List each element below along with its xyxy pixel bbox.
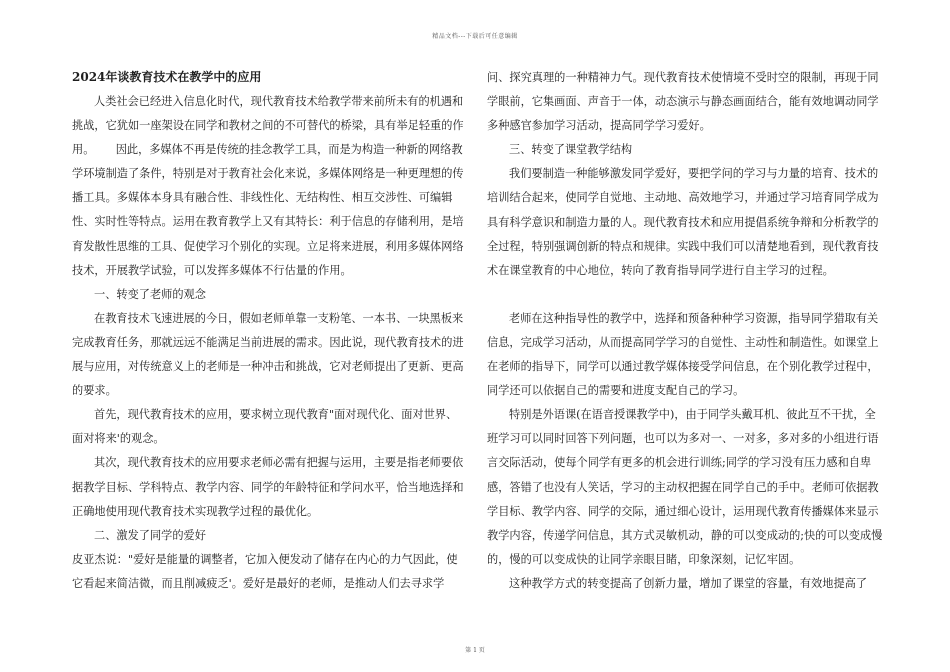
page-number: 第 1 页 bbox=[465, 647, 485, 654]
section-heading-3: 三、转变了课堂教学结构 bbox=[509, 143, 633, 157]
section-heading-1: 一、转变了老师的观念 bbox=[94, 287, 206, 301]
paragraph-gap bbox=[487, 283, 883, 307]
right-column bbox=[487, 66, 883, 596]
body-paragraph: 皮亚杰说："爱好是能量的调整者，它加入便发动了储存在内心的力气因此，使它看起来简洁微，而且削减疲乏'。爱好是最好的老师，是推动人们去寻求学 bbox=[72, 552, 458, 590]
section-heading-2: 二、激发了同学的爱好 bbox=[94, 528, 206, 542]
body-paragraph: 首先，现代教育技术的应用，要求树立现代教育"面对现代化、面对世界、面对将来'的观念。 bbox=[72, 408, 458, 446]
body-paragraph: 特别是外语课(在语音授课教学中)，由于同学头戴耳机、彼此互不干扰，全班学习可以同时回答下列问题，也可以为多对一、一对多，多对多的小组进行语言交际活动，使每个同学有更多的机会进行训练;同学的学习没有压力感和自卑感，答错了也没有人笑话，学习的主动权把握在同学自己的手中。老师可依据教学目标、教学内容、同学的交际，通过细心设计，运用现代教育传播媒体来显示教学内容，传递学问信息，其方式灵敏机动，静的可以变成动的;快的可以变成慢的，慢的可以变成快的让同学亲眼目睹，印象深刻，记忆牢固。 bbox=[487, 408, 883, 566]
intro-paragraph: 人类社会已经进入信息化时代，现代教育技术给教学带来前所未有的机遇和挑战，它犹如一座架设在同学和教材之间的不可替代的桥梁，具有举足轻重的作用。 因此，多媒体不再是传统的挂念教学工具，而是为构造一种新的网络教学环境制造了条件，特别是对于教育社会化来说，多媒体网络是一种更理想的传播工具。多媒体本身具有融合性、非线性化、无结构性、相互交涉性、可编辑性、实时性等特点。运用在教育教学上又有其特长：利于信息的存储利用，是培育发散性思维的工具、促使学习个别化的实现。立足将来进展，利用多媒体网络技术，开展教学试验，可以发挥多媒体不行估量的作用。 bbox=[72, 95, 464, 277]
body-paragraph: 其次，现代教育技术的应用要求老师必需有把握与运用，主要是指老师要依据教学目标、学科特点、教学内容、同学的年龄特征和学问水平，恰当地选择和正确地使用现代教育技术实现教学过程的最优化。 bbox=[72, 456, 464, 518]
left-column bbox=[72, 66, 466, 596]
page-header: 精品文档---下载后可任意编辑 bbox=[432, 33, 518, 40]
body-paragraph: 这种教学方式的转变提高了创新力量，增加了课堂的容量，有效地提高了 bbox=[509, 576, 868, 590]
document-title: 2024年谈教育技术在教学中的应用 bbox=[72, 70, 262, 84]
body-paragraph: 我们要制造一种能够激发同学爱好，要把学问的学习与力量的培育、技术的培训结合起来，使同学自觉地、主动地、高效地学习，并通过学习培育同学成为具有科学意识和制造力量的人。现代教育技术和应用提倡系统争辩和分析教学的全过程，特别强调创新的特点和规律。实践中我们可以清楚地看到，现代教育技术在课堂教育的中心地位，转向了教育指导同学进行自主学习的过程。 bbox=[487, 167, 879, 277]
body-paragraph: 在教育技术飞速进展的今日，假如老师单靠一支粉笔、一本书、一块黑板来完成教育任务，那就远远不能满足当前进展的需求。因此说，现代教育技术的进展与应用，对传统意义上的老师是一种冲击和挑战，它对老师提出了更新、更高的要求。 bbox=[72, 311, 464, 398]
body-paragraph: 老师在这种指导性的教学中，选择和预备种种学习资源，指导同学猎取有关信息，完成学习活动，从而提高同学学习的自觉性、主动性和制造性。如课堂上在老师的指导下，同学可以通过教学媒体接受学问信息，在个别化教学过程中，同学还可以依据自己的需要和进度支配自己的学习。 bbox=[487, 311, 879, 398]
body-paragraph: 问、探究真理的一种精神力气。现代教育技术使情境不受时空的限制，再现于同学眼前，它集画面、声音于一体，动态演示与静态画面结合，能有效地调动同学多种感官参加学习活动，提高同学学习爱好。 bbox=[487, 71, 879, 133]
